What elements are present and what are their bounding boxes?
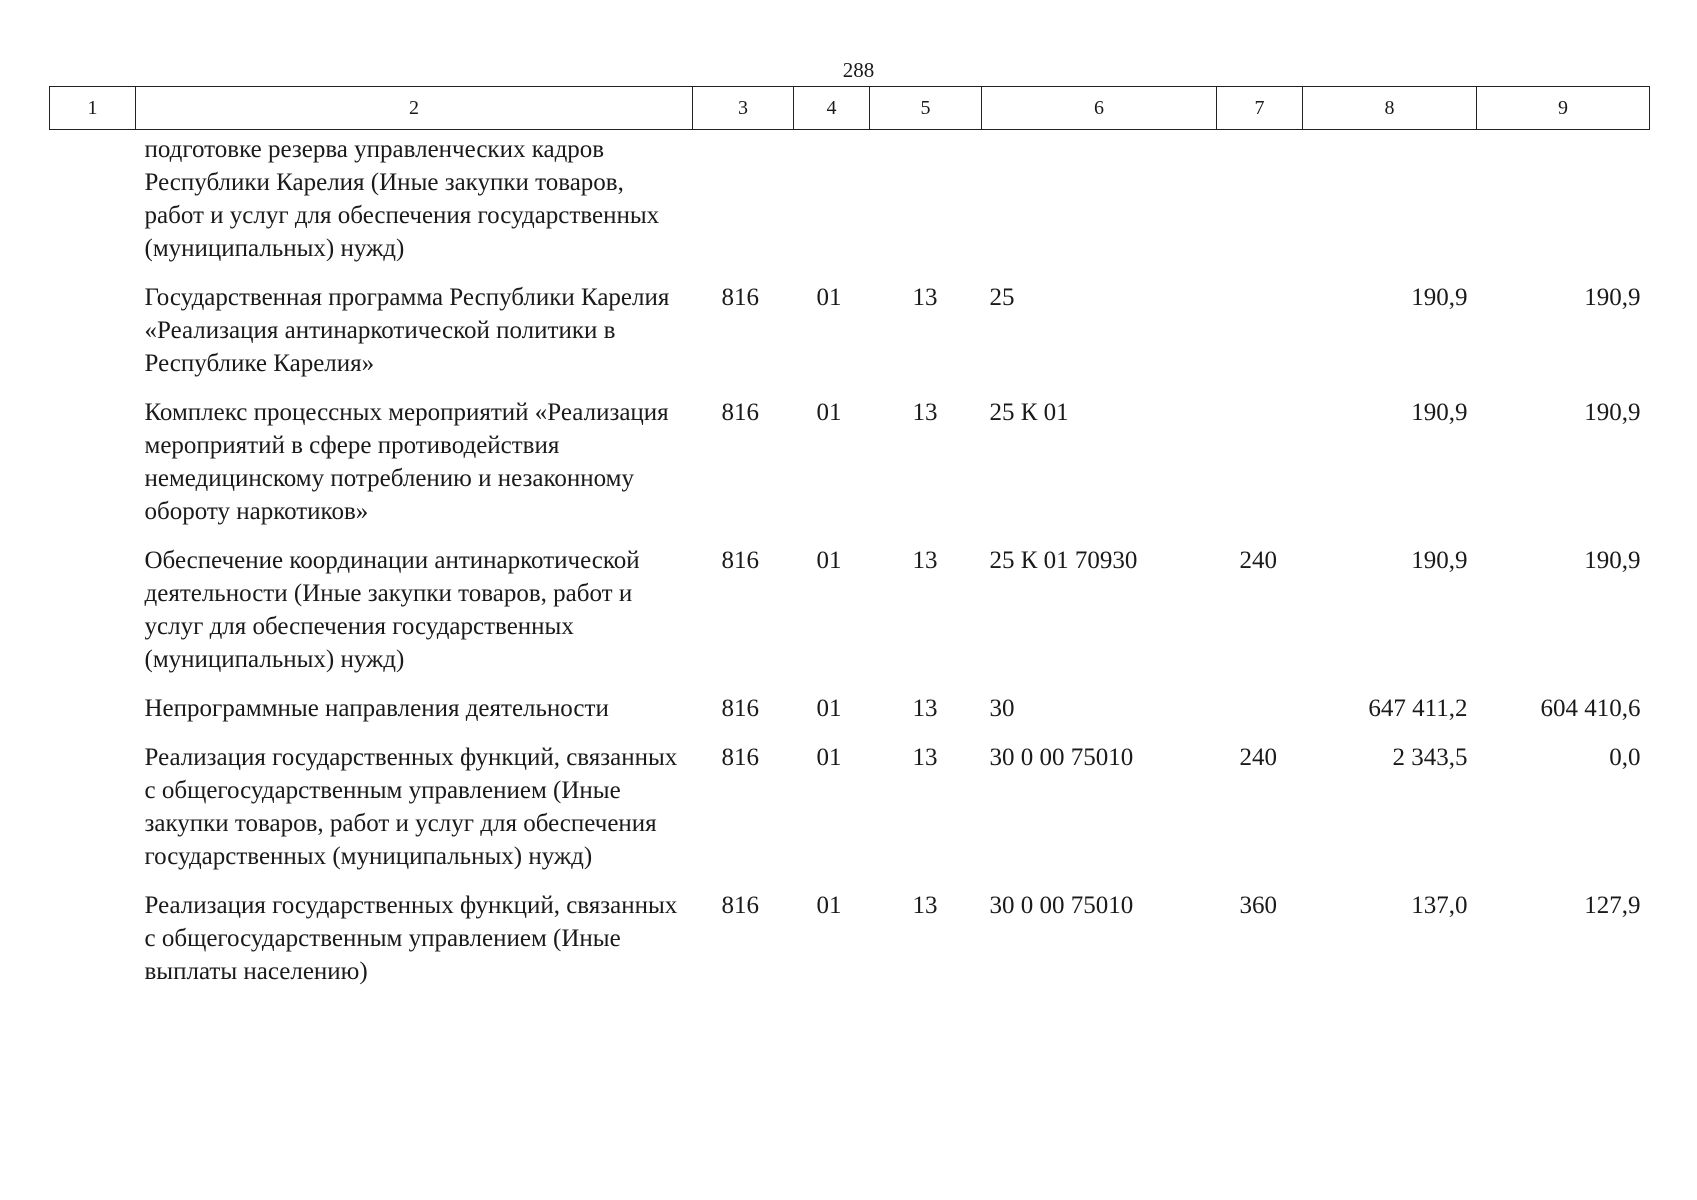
row-name: Комплекс процессных мероприятий «Реализация мероприятий в сфере противодействия немедицинскому потреблению и незаконному обороту наркотиков» [144, 399, 669, 525]
target-article: 30 0 00 75010 [989, 744, 1134, 771]
table-row [50, 544, 1650, 692]
ministry-code: 816 [721, 695, 759, 722]
expense-type: 240 [1239, 547, 1277, 574]
ministry-code [693, 130, 794, 282]
expense-type [1217, 692, 1303, 741]
column-header-7: 7 [1217, 87, 1303, 130]
target-article [982, 130, 1217, 282]
expense-type: 360 [1239, 892, 1277, 919]
table-row [50, 692, 1650, 741]
amount-year-2: 0,0 [1609, 744, 1641, 771]
ministry-code: 816 [721, 284, 759, 311]
amount-year-2 [1477, 130, 1650, 282]
subsection-code: 13 [912, 284, 938, 311]
amount-year-1: 190,9 [1411, 547, 1468, 574]
row-name: Реализация государственных функций, связанных с общегосударственным управлением (Иные выплаты населению) [144, 892, 678, 985]
ministry-code: 816 [721, 892, 759, 919]
subsection-code: 13 [912, 892, 938, 919]
section-code: 01 [816, 284, 842, 311]
section-code: 01 [816, 892, 842, 919]
expense-type: 240 [1239, 744, 1277, 771]
row-name: Обеспечение координации антинаркотической деятельности (Иные закупки товаров, работ и услуг для обеспечения государственных (муниципальных) нужд) [144, 547, 640, 673]
column-header-3: 3 [693, 87, 794, 130]
amount-year-1: 647 411,2 [1368, 695, 1468, 722]
budget-table [49, 86, 1650, 1004]
amount-year-2: 190,9 [1584, 399, 1641, 426]
target-article: 25 К 01 70930 [989, 547, 1138, 574]
ministry-code: 816 [721, 547, 759, 574]
amount-year-1: 2 343,5 [1392, 744, 1468, 771]
column-header-1: 1 [50, 87, 136, 130]
row-name: Государственная программа Республики Карелия «Реализация антинаркотической политики в Республике Карелия» [144, 284, 670, 377]
table-row [50, 396, 1650, 544]
section-code: 01 [816, 695, 842, 722]
section-code: 01 [816, 547, 842, 574]
row-name: подготовке резерва управленческих кадров Республики Карелия (Иные закупки товаров, работ и услуг для обеспечения государственных (муниципальных) нужд) [144, 136, 660, 262]
subsection-code: 13 [912, 744, 938, 771]
section-code: 01 [816, 399, 842, 426]
amount-year-1: 190,9 [1411, 284, 1468, 311]
target-article: 30 0 00 75010 [989, 892, 1134, 919]
table-row [50, 889, 1650, 1004]
amount-year-1: 137,0 [1411, 892, 1468, 919]
page-number: 288 [842, 58, 875, 82]
amount-year-2: 190,9 [1584, 284, 1641, 311]
subsection-code: 13 [912, 547, 938, 574]
expense-type [1217, 281, 1303, 396]
amount-year-1: 190,9 [1411, 399, 1468, 426]
amount-year-2: 604 410,6 [1540, 695, 1641, 722]
subsection-code: 13 [912, 695, 938, 722]
column-header-5: 5 [870, 87, 982, 130]
subsection-code [870, 130, 982, 282]
column-header-9: 9 [1477, 87, 1650, 130]
expense-type [1217, 396, 1303, 544]
expense-type [1217, 130, 1303, 282]
table-row [50, 741, 1650, 889]
target-article: 25 [989, 284, 1015, 311]
column-header-2: 2 [136, 87, 693, 130]
target-article: 30 [989, 695, 1015, 722]
amount-year-2: 127,9 [1584, 892, 1641, 919]
row-name: Непрограммные направления деятельности [144, 695, 609, 722]
ministry-code: 816 [721, 399, 759, 426]
table-row [50, 130, 1650, 282]
table-row [50, 281, 1650, 396]
amount-year-1 [1303, 130, 1477, 282]
column-header-8: 8 [1303, 87, 1477, 130]
section-code [794, 130, 870, 282]
column-header-6: 6 [982, 87, 1217, 130]
target-article: 25 К 01 [989, 399, 1069, 426]
ministry-code: 816 [721, 744, 759, 771]
column-header-4: 4 [794, 87, 870, 130]
amount-year-2: 190,9 [1584, 547, 1641, 574]
section-code: 01 [816, 744, 842, 771]
column-number-header [50, 87, 1650, 130]
row-name: Реализация государственных функций, связанных с общегосударственным управлением (Иные закупки товаров, работ и услуг для обеспечения государственных (муниципальных) нужд) [144, 744, 678, 870]
subsection-code: 13 [912, 399, 938, 426]
